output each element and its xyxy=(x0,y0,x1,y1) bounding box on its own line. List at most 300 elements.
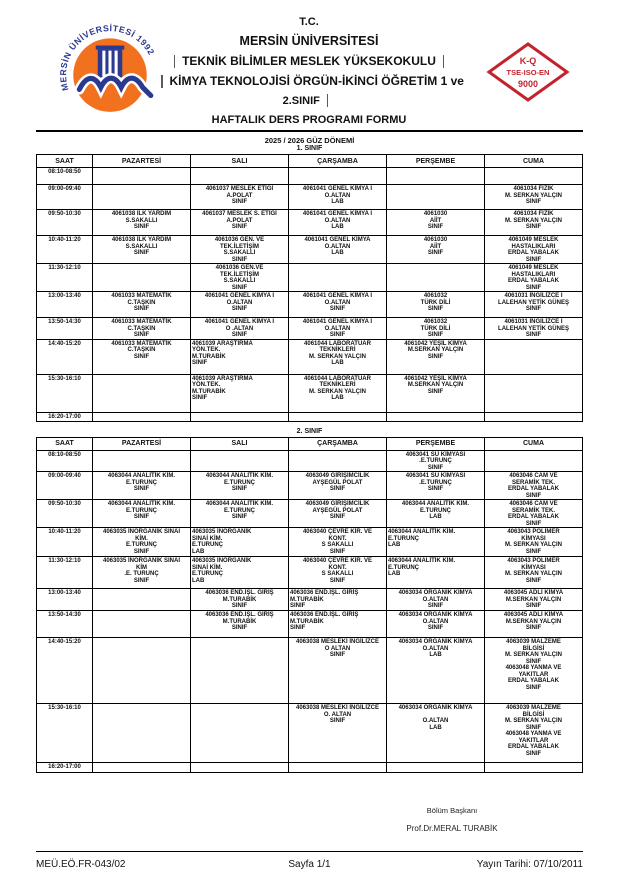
time-cell: 16:20-17:00 xyxy=(37,412,93,421)
table-row xyxy=(37,318,583,340)
cell-line: 4063044 ANALİTİK KİM. xyxy=(205,473,274,479)
schedule-cell xyxy=(289,638,387,704)
cell-line: SINIF xyxy=(329,577,346,584)
cell-line: 4063049 GİRİŞİMCİLİK xyxy=(305,501,370,507)
schedule-cell xyxy=(289,236,387,264)
cell-line: O.ALTAN xyxy=(226,299,253,306)
cell-line: SINIF xyxy=(427,353,444,360)
cell-line: SINIF xyxy=(525,520,542,527)
cell-line: M. SERKAN YALÇIN xyxy=(308,388,366,395)
schedule-cell xyxy=(485,528,583,557)
cell-line: ERDAL YABALAK xyxy=(508,678,559,684)
cell-line: SINIF xyxy=(329,486,346,492)
schedule-cell xyxy=(387,611,485,638)
schedule-cell xyxy=(289,589,387,611)
cell-line: TEK.İLETİŞİM xyxy=(220,243,259,250)
schedule-cell xyxy=(93,374,191,412)
cell-line: 4063035 İNORGANİK xyxy=(192,529,252,535)
schedule-cell xyxy=(191,589,289,611)
table-row xyxy=(37,528,583,557)
header-school: TEKNİK BİLİMLER MESLEK YÜKSEKOKULU xyxy=(182,54,436,68)
schedule-cell xyxy=(387,264,485,292)
cell-line: E.TURUNÇ xyxy=(224,507,255,514)
schedule-cell xyxy=(485,500,583,528)
cell-line: O.ALTAN xyxy=(422,645,449,652)
table-row xyxy=(37,638,583,704)
cell-line: E.TURUNÇ xyxy=(388,564,419,571)
cell-line: SINIF xyxy=(290,625,306,631)
cell-line: 4061039 ARAŞTIRMA xyxy=(192,340,253,347)
cell-line: 4063044 ANALİTİK KİM. xyxy=(107,501,176,507)
schedule-cell xyxy=(93,292,191,318)
schedule-cell xyxy=(93,500,191,528)
schedule-cell xyxy=(93,450,191,472)
cell-line: 4061033 MATEMATİK xyxy=(111,340,172,347)
cell-line: SINIF xyxy=(525,603,542,609)
cell-line: O.ALTAN xyxy=(324,325,351,332)
cell-line: M. SERKAN YALÇIN xyxy=(504,652,562,658)
time-cell: 09:00-09:40 xyxy=(37,472,93,500)
cell-line: 4063045 ADLİ KİMYA xyxy=(503,612,564,618)
svg-text:K-Q: K-Q xyxy=(519,56,537,66)
cell-line: A.POLAT xyxy=(226,217,253,224)
column-header-day-4: PERŞEMBE xyxy=(387,155,485,168)
cell-line: 4063041 SU KİMYASI xyxy=(405,473,466,479)
time-cell: 09:50-10:30 xyxy=(37,500,93,528)
cell-line: TEK.İLETİŞİM xyxy=(220,271,259,278)
cell-line: 4061036 GEN.VE xyxy=(215,265,264,271)
column-header-day-1: PAZARTESİ xyxy=(93,155,191,168)
header-program-row xyxy=(154,74,464,88)
table-row xyxy=(37,168,583,185)
schedule-cell xyxy=(485,339,583,374)
cell-line: 4061030 xyxy=(423,237,448,243)
schedule-cell xyxy=(191,472,289,500)
cell-line: 4061041 GENEL KİMYA I xyxy=(302,293,373,299)
cell-line: LAB xyxy=(331,224,344,230)
divider-bar xyxy=(174,55,176,68)
cell-line: 4063046 CAM VE xyxy=(509,473,558,479)
cell-line: E.TURUNÇ xyxy=(224,479,255,486)
cell-line: 4063044 ANALİTİK KİM. xyxy=(401,501,470,507)
cell-line: 4061031 İNGİLİZCE I xyxy=(504,293,563,299)
schedule-cell xyxy=(93,557,191,589)
schedule-cell xyxy=(485,412,583,421)
schedule-cell xyxy=(485,450,583,472)
column-header-day-1: PAZARTESİ xyxy=(93,437,191,450)
cell-line: 4061041 GENEL KİMYA xyxy=(304,237,371,243)
cell-line: 4061042 YEŞİL KİMYA xyxy=(404,340,467,347)
cell-line: 4061049 MESLEK xyxy=(508,265,559,271)
cell-line: SINIF xyxy=(133,250,150,256)
column-header-saat: SAAT xyxy=(37,437,93,450)
cell-line: SINIF xyxy=(525,658,542,665)
cell-line: SINIF xyxy=(231,284,248,291)
schedule-cell xyxy=(387,450,485,472)
cell-line: 4063043 POLİMER xyxy=(507,529,560,535)
schedule-cell xyxy=(289,339,387,374)
schedule-cell xyxy=(289,528,387,557)
schedule-cell xyxy=(289,292,387,318)
cell-line: O.ALTAN xyxy=(324,299,351,306)
schedule-cell xyxy=(93,318,191,340)
header-program: KİMYA TEKNOLOJİSİ ÖRGÜN-İKİNCİ ÖĞRETİM 1 ve xyxy=(169,74,464,88)
cell-line: AİİT xyxy=(429,217,442,224)
cell-line: SERAMİK TEK. xyxy=(511,507,555,514)
column-header-day-3: ÇARŞAMBA xyxy=(289,155,387,168)
schedule-cell xyxy=(191,339,289,374)
schedule-cell xyxy=(485,374,583,412)
cell-line: 4063040 ÇEVRE KİR. VE xyxy=(302,529,373,535)
table-row xyxy=(37,500,583,528)
cell-line: 4061041 GENEL KİMYA I xyxy=(302,186,373,192)
cell-line: SINIF xyxy=(231,332,248,338)
cell-line: S.SAKALLI xyxy=(125,243,158,250)
cell-line: O ALTAN xyxy=(324,645,351,652)
schedule-cell xyxy=(387,704,485,763)
cell-line: SINIF xyxy=(525,684,542,691)
cell-line: 4061044 LABORATUAR xyxy=(304,340,371,347)
cell-line: M. SERKAN YALÇIN xyxy=(504,571,562,577)
cell-line: 4063034 ORGANİK KİMYA xyxy=(398,590,473,596)
cell-line: 4061037 MESLEK S. ETİĞİ xyxy=(202,211,277,217)
schedule-cell xyxy=(485,264,583,292)
cell-line: O.ALTAN xyxy=(422,596,449,603)
cell-line: M. SERKAN YALÇIN xyxy=(308,353,366,360)
schedule-cell xyxy=(387,168,485,185)
schedule-table-2-sinif-container xyxy=(36,437,583,774)
cell-line: LALEHAN YETİK GÜNEŞ xyxy=(498,325,569,332)
schedule-cell xyxy=(387,236,485,264)
cell-line: SINIF xyxy=(231,625,248,631)
cell-line: HASTALIKLARI xyxy=(511,271,556,278)
cell-line: E.TURUNÇ xyxy=(192,542,223,548)
schedule-cell xyxy=(485,236,583,264)
cell-line: 4063039 MALZEME xyxy=(506,639,561,645)
cell-line: E.TURUNÇ xyxy=(126,542,157,548)
cell-line: LAB xyxy=(331,395,344,401)
cell-line: 4061038 İLK YARDIM xyxy=(111,237,172,243)
cell-line: 4063044 ANALİTİK KİM. xyxy=(205,501,274,507)
schedule-cell xyxy=(93,236,191,264)
cell-line: .E.TURUNÇ xyxy=(419,479,452,486)
schedule-cell xyxy=(93,704,191,763)
cell-line: 4063048 YANMA VE xyxy=(505,665,562,671)
cell-line: 4063040 ÇEVRE KİR. VE xyxy=(302,558,373,564)
page-footer xyxy=(36,851,583,870)
schedule-cell xyxy=(485,472,583,500)
cell-line: 4063035 İNORGANİK SINAİ xyxy=(102,529,181,535)
cell-line: 4061037 MESLEK ETİĞİ xyxy=(205,186,274,192)
cell-line: SINIF xyxy=(231,486,248,492)
time-cell: 08:10-08:50 xyxy=(37,168,93,185)
table-row xyxy=(37,210,583,236)
cell-line: 4063035 İNORGANİK SINAİ xyxy=(102,558,181,564)
cell-line: SINIF xyxy=(231,199,248,205)
column-header-day-4: PERŞEMBE xyxy=(387,437,485,450)
cell-line: 4063036 END.İŞL. GİRİŞ xyxy=(290,612,359,618)
cell-line: 4063044 ANALİTİK KİM. xyxy=(388,558,456,564)
time-cell: 14:40-15:20 xyxy=(37,638,93,704)
schedule-cell xyxy=(289,374,387,412)
schedule-cell xyxy=(485,168,583,185)
time-cell: 08:10-08:50 xyxy=(37,450,93,472)
cell-line: SINIF xyxy=(133,332,150,338)
cell-line: SINIF xyxy=(525,625,542,631)
cell-line: KİM. xyxy=(135,535,148,542)
cell-line: SINIF xyxy=(231,224,248,230)
cell-line: 4063044 ANALİTİK KİM. xyxy=(107,473,176,479)
cell-line: 4061039 ARAŞTIRMA xyxy=(192,375,253,382)
cell-line: O. ALTAN xyxy=(323,711,352,718)
cell-line: AYŞEGÜL POLAT xyxy=(312,507,363,514)
time-cell: 11:30-12:10 xyxy=(37,557,93,589)
cell-line: LAB xyxy=(429,652,442,658)
cell-line: M.TURABİK xyxy=(290,618,324,625)
time-cell: 13:50-14:30 xyxy=(37,611,93,638)
schedule-cell xyxy=(289,611,387,638)
schedule-cell xyxy=(93,472,191,500)
cell-line: 4061042 YEŞİL KİMYA xyxy=(404,375,467,382)
schedule-cell xyxy=(485,611,583,638)
cell-line: A.POLAT xyxy=(226,192,253,199)
cell-line: HASTALIKLARI xyxy=(511,243,556,250)
cell-line: YAKITLAR xyxy=(518,737,549,744)
cell-line: SINIF xyxy=(133,353,150,360)
cell-line: SINIF xyxy=(133,486,150,492)
schedule-cell xyxy=(387,589,485,611)
cell-line: SINIF xyxy=(133,548,150,555)
cell-line: O.ALTAN xyxy=(422,618,449,625)
schedule-cell xyxy=(289,264,387,292)
table-row xyxy=(37,450,583,472)
table-title-2-sinif: 2. SINIF xyxy=(296,427,323,435)
cell-line: .E.TURUNÇ xyxy=(419,458,452,464)
schedule-cell xyxy=(387,412,485,421)
cell-line: LALEHAN YETİK GÜNEŞ xyxy=(498,299,569,306)
cell-line: SINIF xyxy=(231,306,248,312)
cell-line: S SAKALLI xyxy=(321,571,354,577)
cell-line: 4063038 MESLEKİ İNGİLİZCE xyxy=(295,705,380,711)
time-cell: 13:00-13:40 xyxy=(37,292,93,318)
schedule-cell xyxy=(289,450,387,472)
schedule-cell xyxy=(191,763,289,773)
schedule-cell xyxy=(93,185,191,210)
cell-line: 4061033 MATEMATİK xyxy=(111,293,172,299)
schedule-cell xyxy=(191,704,289,763)
schedule-table-2-sinif xyxy=(36,437,583,774)
table-row xyxy=(37,339,583,374)
cell-line: ERDAL YABALAK xyxy=(508,278,559,284)
schedule-cell xyxy=(387,185,485,210)
column-header-saat: SAAT xyxy=(37,155,93,168)
schedule-cell xyxy=(485,638,583,704)
time-cell: 16:20-17:00 xyxy=(37,763,93,773)
time-cell: 10:40-11:20 xyxy=(37,236,93,264)
cell-line: 4063048 YANMA VE xyxy=(505,731,562,737)
time-cell: 13:00-13:40 xyxy=(37,589,93,611)
table-row xyxy=(37,611,583,638)
signature-block xyxy=(352,806,552,833)
time-cell: 10:40-11:20 xyxy=(37,528,93,557)
schedule-cell xyxy=(191,638,289,704)
cell-line: E.TURUNÇ xyxy=(420,507,451,514)
cell-line: 4061036 GEN. VE xyxy=(214,237,265,243)
university-logo-arc-text: MERSİN ÜNİVERSİTESİ 1992 xyxy=(57,23,157,92)
cell-line: M. SERKAN YALÇIN xyxy=(504,542,562,548)
cell-line: ERDAL YABALAK xyxy=(508,514,559,520)
footer-page-number: Sayfa 1/1 xyxy=(288,859,331,870)
time-cell: 13:50-14:30 xyxy=(37,318,93,340)
header-rule xyxy=(36,130,583,132)
signature-name: Prof.Dr.MERAL TURABİK xyxy=(406,824,498,833)
schedule-cell xyxy=(289,557,387,589)
cell-line: SINIF xyxy=(427,486,444,492)
schedule-cell xyxy=(191,500,289,528)
cell-line: 4063036 END.İŞL. GİRİŞ xyxy=(205,612,274,618)
schedule-cell xyxy=(485,210,583,236)
cell-line: SINIF xyxy=(525,577,542,584)
cell-line: M. SERKAN YALÇIN xyxy=(504,718,562,724)
cell-line: BİLGİSİ xyxy=(522,645,545,652)
cell-line: E.TURUNÇ xyxy=(126,507,157,514)
schedule-cell xyxy=(191,450,289,472)
cell-line: 4061033 MATEMATİK xyxy=(111,319,172,325)
column-header-day-2: SALI xyxy=(191,437,289,450)
cell-line: S SAKALLI xyxy=(321,542,354,548)
cell-line: LAB xyxy=(331,250,344,256)
table-row xyxy=(37,412,583,421)
cell-line: SINIF xyxy=(231,256,248,263)
cell-line: BİLGİSİ xyxy=(522,711,545,718)
schedule-cell xyxy=(289,318,387,340)
schedule-cell xyxy=(93,611,191,638)
table-row xyxy=(37,704,583,763)
table-row xyxy=(37,763,583,773)
cell-line: SINIF xyxy=(329,718,346,724)
cell-line: SERAMİK TEK. xyxy=(511,479,555,486)
schedule-cell xyxy=(93,589,191,611)
cell-line: KONT. xyxy=(328,564,347,571)
cell-line: 4063044 ANALİTİK KİM. xyxy=(388,529,456,535)
cell-line: M.SERKAN YALÇIN xyxy=(407,347,464,353)
cell-line: TEKNİKLERİ xyxy=(319,347,356,353)
schedule-cell xyxy=(387,557,485,589)
cell-line: 4063039 MALZEME xyxy=(506,705,561,711)
cell-line: M.SERKAN YALÇIN xyxy=(407,382,464,388)
divider-bar xyxy=(443,55,445,68)
cell-line: SINIF xyxy=(133,514,150,520)
schedule-cell xyxy=(191,210,289,236)
schedule-cell xyxy=(387,528,485,557)
cell-line: LAB xyxy=(429,724,442,731)
schedule-cell xyxy=(191,264,289,292)
cell-line: SINIF xyxy=(525,548,542,555)
cell-line: SINIF xyxy=(427,224,444,230)
footer-form-code: MEÜ.EÖ.FR-043/02 xyxy=(36,859,126,870)
schedule-cell xyxy=(191,374,289,412)
cell-line: S.SAKALLI xyxy=(223,278,256,284)
schedule-cell xyxy=(93,528,191,557)
cell-line: YAKITLAR xyxy=(518,671,549,678)
cell-line: 4061038 İLK YARDIM xyxy=(111,211,172,217)
schedule-body xyxy=(36,137,583,773)
cell-line: SINIF xyxy=(525,492,542,499)
cell-line: 4061041 GENEL KİMYA I xyxy=(204,319,275,325)
cell-line: 4063036 END.İŞL. GİRİŞ xyxy=(290,590,359,596)
cell-line: SINIF xyxy=(231,603,248,609)
cell-line: M.SERKAN YALÇIN xyxy=(505,618,562,625)
cell-line: SINIF xyxy=(231,514,248,520)
schedule-cell xyxy=(191,611,289,638)
cell-line: M.TURABİK xyxy=(192,388,226,395)
cell-line: 4061034 FİZİK xyxy=(513,186,554,192)
cell-line: LAB xyxy=(388,571,401,577)
cell-line: 4063038 MESLEKİ İNGİLİZCE xyxy=(295,639,380,645)
footer-publish-date: Yayın Tarihi: 07/10/2011 xyxy=(476,859,583,870)
schedule-cell xyxy=(289,168,387,185)
cell-line: O.ALTAN xyxy=(324,192,351,199)
cell-line: M.SERKAN YALÇIN xyxy=(505,596,562,603)
schedule-cell xyxy=(191,236,289,264)
form-title: HAFTALIK DERS PROGRAMI FORMU xyxy=(211,114,407,126)
cell-line: SINIF xyxy=(427,603,444,609)
svg-text:TSE-ISO-EN: TSE-ISO-EN xyxy=(506,68,550,77)
cell-line: SINIF xyxy=(329,548,346,555)
cell-line: 4061032 xyxy=(423,319,448,325)
time-cell: 14:40-15:20 xyxy=(37,339,93,374)
cell-line: SINIF xyxy=(427,250,444,256)
cell-line: SINIF xyxy=(133,224,150,230)
cell-line: SINIF xyxy=(525,724,542,731)
cell-line: SINIF xyxy=(427,332,444,338)
cell-line: SINIF xyxy=(525,256,542,263)
cell-line: TÜRK DİLİ xyxy=(420,325,451,332)
cell-line: KİM xyxy=(136,564,147,571)
schedule-cell xyxy=(387,374,485,412)
column-header-day-5: CUMA xyxy=(485,437,583,450)
divider-bar xyxy=(327,94,329,107)
schedule-cell xyxy=(387,472,485,500)
header-row xyxy=(37,155,583,168)
time-cell: 15:30-16:10 xyxy=(37,374,93,412)
cell-line: YÖN.TEK. xyxy=(192,347,221,353)
cell-line: O.ALTAN xyxy=(324,217,351,224)
schedule-cell xyxy=(191,185,289,210)
cell-line: 4061041 GENEL KİMYA I xyxy=(302,211,373,217)
cell-line: 4063046 CAM VE xyxy=(509,501,558,507)
cell-line: LAB xyxy=(331,360,344,366)
schedule-cell xyxy=(485,704,583,763)
schedule-cell xyxy=(93,264,191,292)
cell-line: 4063034 ORGANİK KİMYA xyxy=(398,639,473,645)
schedule-cell xyxy=(485,589,583,611)
table-row xyxy=(37,374,583,412)
cell-line: 4061049 MESLEK xyxy=(508,237,559,243)
schedule-cell xyxy=(93,339,191,374)
cell-line: KİMYASI xyxy=(521,535,546,542)
cell-line: 4063034 ORGANİK KİMYA xyxy=(398,612,473,618)
cell-line: M.TURABİK xyxy=(222,596,257,603)
schedule-cell xyxy=(485,318,583,340)
cell-line: SINIF xyxy=(329,652,346,658)
schedule-cell xyxy=(485,292,583,318)
cell-line: 4061034 FİZİK xyxy=(513,211,554,217)
time-cell: 15:30-16:10 xyxy=(37,704,93,763)
table-row xyxy=(37,292,583,318)
schedule-cell xyxy=(191,557,289,589)
schedule-table-1-sinif-container xyxy=(36,154,583,422)
